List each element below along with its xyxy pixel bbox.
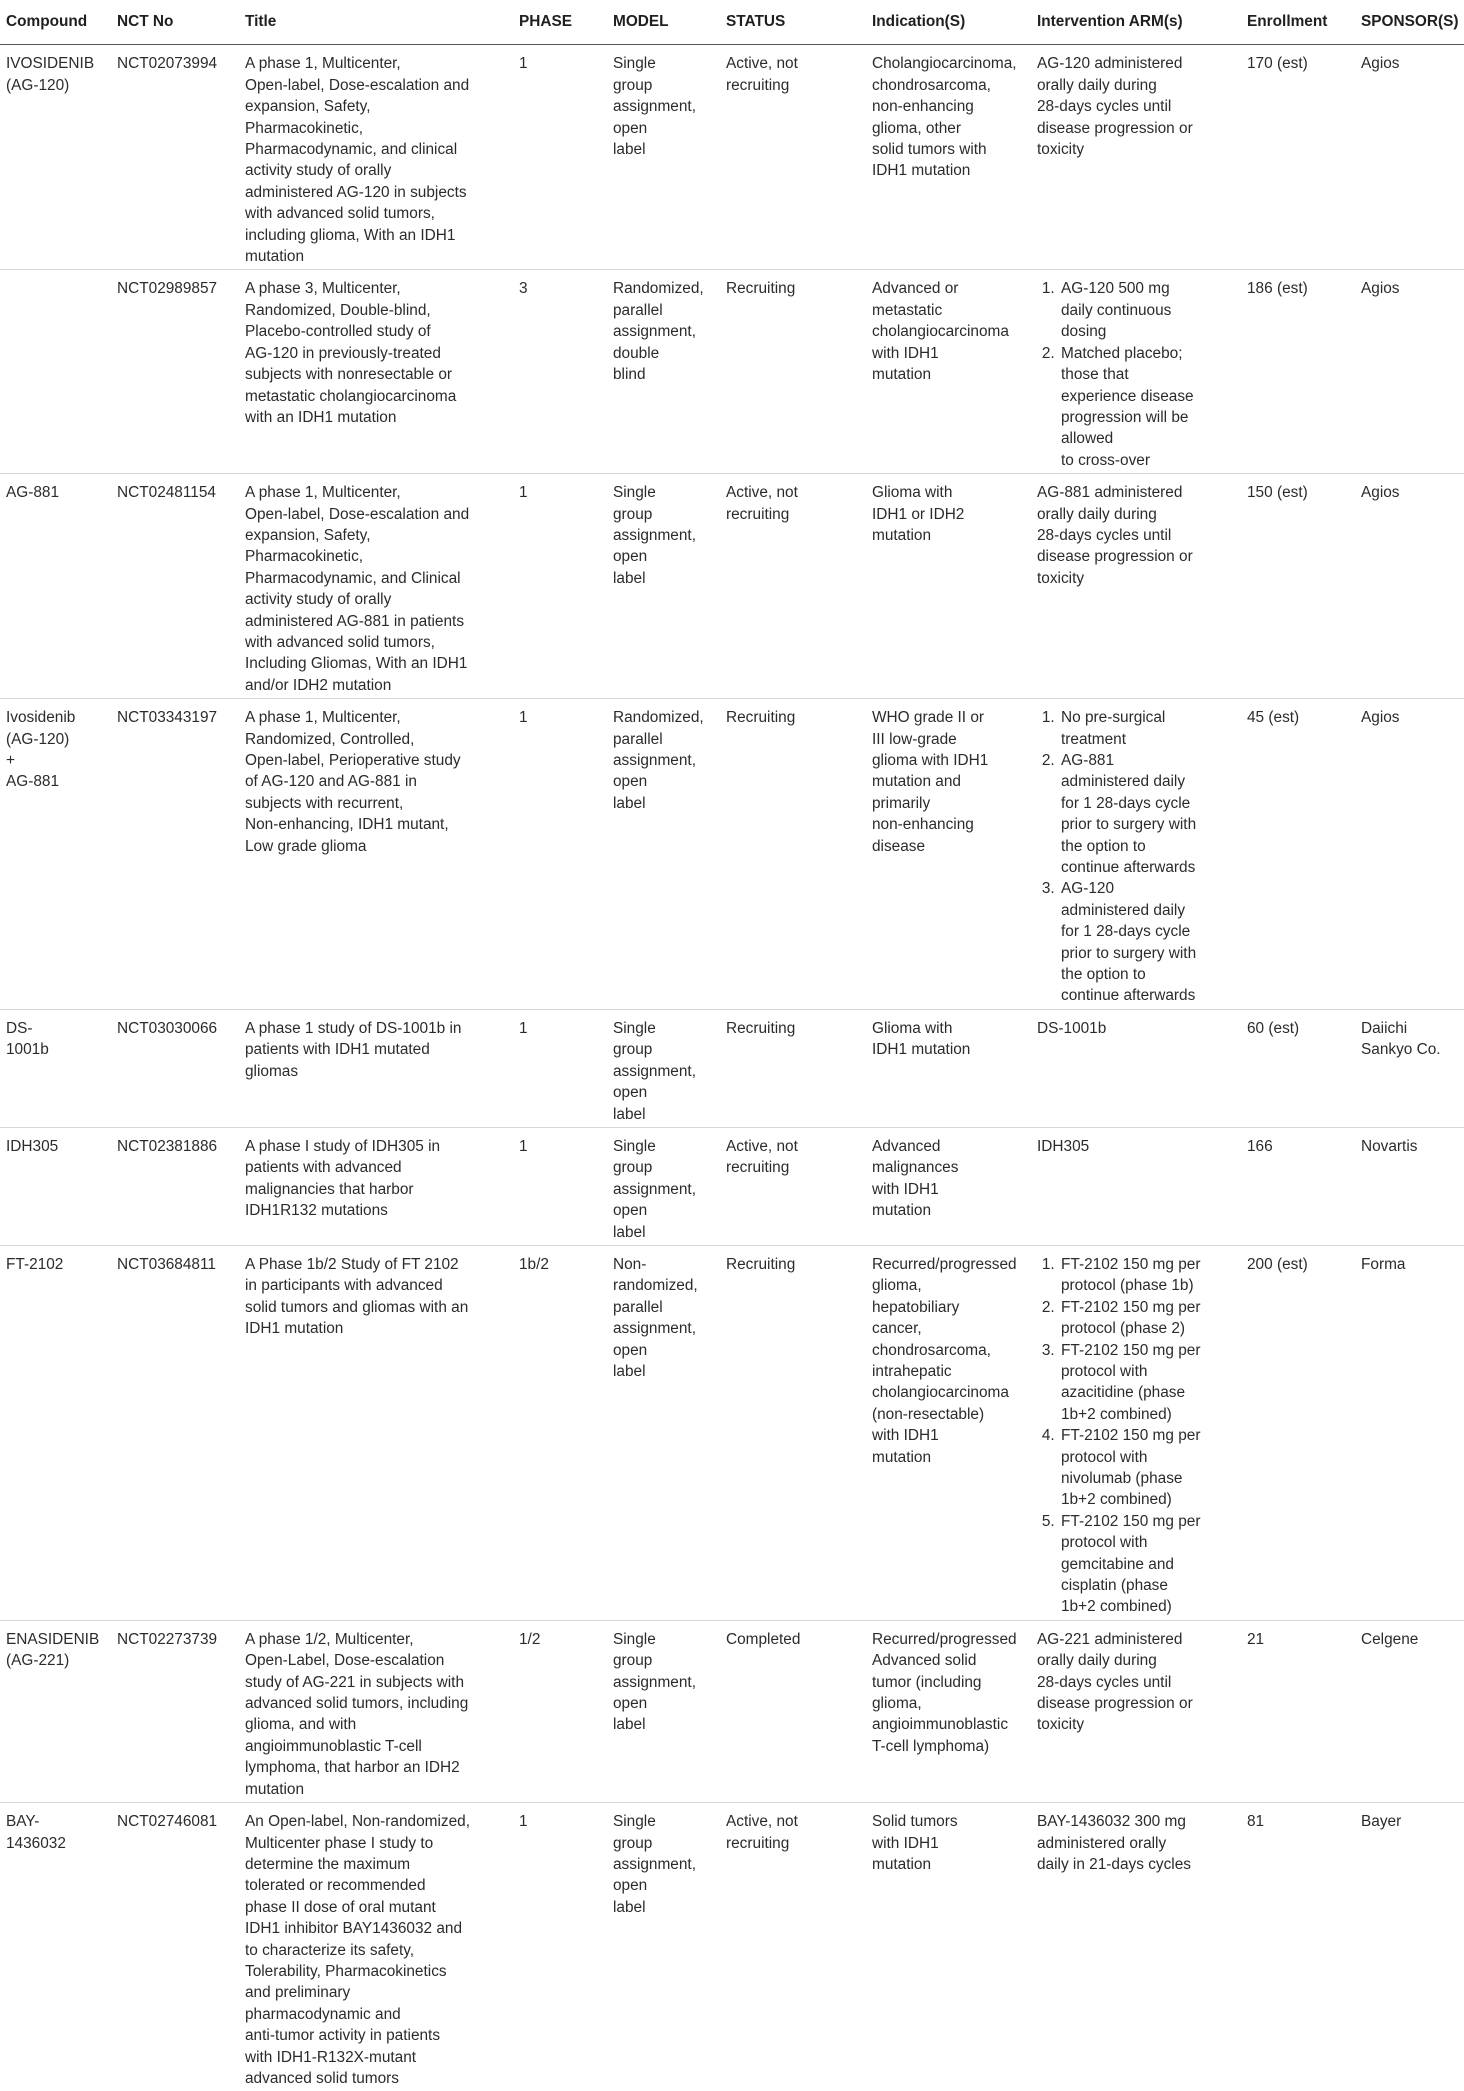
compound-cell	[0, 1245, 111, 1620]
model-text: Single group assignment, open label	[613, 1019, 696, 1123]
title-text: A Phase 1b/2 Study of FT 2102 in participants with advanced solid tumors and gliomas with an IDH1 mutation	[245, 1255, 469, 1338]
model-cell	[607, 1009, 720, 1127]
compound-text: DS- 1001b	[6, 1019, 49, 1059]
sponsor-text: Agios	[1361, 484, 1400, 502]
sponsor-cell	[1355, 45, 1464, 270]
model-cell	[607, 474, 720, 699]
model-text: Single group assignment, open label	[613, 55, 696, 159]
enrollment-text: 21	[1247, 1630, 1265, 1648]
enrollment-text: 81	[1247, 1813, 1265, 1831]
intervention-cell	[1031, 270, 1241, 474]
indication-cell	[866, 1803, 1031, 2091]
enrollment-cell	[1241, 270, 1355, 474]
title-text: An Open-label, Non-randomized, Multicenter phase I study to determine the maximum tolerated or recommended phase II dose of oral mutant IDH1 inhibitor BAY1436032 and to characterize its safety, Tolerability, Pharmacokinetics and preliminary pharmacodynamic and anti-tumor activity in patients with IDH1-R132X-mutant advanced solid tumors	[245, 1813, 470, 2087]
header-model: MODEL	[607, 0, 720, 45]
header-title: Title	[239, 0, 513, 45]
status-text: Active, not recruiting	[726, 484, 798, 523]
intervention-cell	[1031, 1803, 1241, 2091]
intervention-item: 1. FT-2102 150 mg per protocol (phase 1b)	[1059, 1254, 1235, 1297]
status-cell	[720, 1127, 866, 1245]
title-text: A phase 1 study of DS-1001b in patients with IDH1 mutated gliomas	[245, 1019, 462, 1080]
nct-text: NCT02381886	[117, 1137, 218, 1155]
status-text: Completed	[726, 1630, 801, 1648]
phase-cell	[513, 474, 607, 699]
model-cell	[607, 1245, 720, 1620]
header-intervention: Intervention ARM(s)	[1031, 0, 1241, 45]
nct-text: NCT02746081	[117, 1813, 218, 1831]
sponsor-cell	[1355, 699, 1464, 1010]
sponsor-cell	[1355, 1009, 1464, 1127]
title-cell	[239, 1803, 513, 2091]
nct-text: NCT03030066	[117, 1019, 218, 1037]
status-text: Active, not recruiting	[726, 55, 798, 94]
phase-cell	[513, 1009, 607, 1127]
phase-text: 1	[519, 709, 528, 727]
sponsor-cell	[1355, 474, 1464, 699]
intervention-cell	[1031, 1127, 1241, 1245]
table-body	[0, 45, 1464, 2091]
intervention-item: 2. AG-881 administered daily for 1 28-days cycle prior to surgery with the option to continue afterwards	[1059, 750, 1235, 878]
intervention-text: AG-120 administered orally daily during 28-days cycles until disease progression or toxicity	[1037, 55, 1193, 159]
sponsor-text: Celgene	[1361, 1630, 1419, 1648]
indication-text: Recurred/progressed glioma, hepatobiliary cancer, chondrosarcoma, intrahepatic cholangiocarcinoma (non-resectable) with IDH1 mutation	[872, 1255, 1017, 1466]
nct-cell	[111, 1620, 239, 1802]
compound-text: BAY- 1436032	[6, 1813, 66, 1852]
table-row	[0, 474, 1464, 699]
model-cell	[607, 45, 720, 270]
intervention-list	[1037, 1254, 1235, 1618]
title-cell	[239, 45, 513, 270]
enrollment-cell	[1241, 1803, 1355, 2091]
model-text: Non- randomized, parallel assignment, open label	[613, 1255, 698, 1380]
intervention-item: 3. FT-2102 150 mg per protocol with azacitidine (phase 1b+2 combined)	[1059, 1340, 1235, 1426]
indication-cell	[866, 1620, 1031, 1802]
nct-cell	[111, 1245, 239, 1620]
enrollment-cell	[1241, 1127, 1355, 1245]
indication-cell	[866, 474, 1031, 699]
intervention-list	[1037, 278, 1235, 471]
phase-cell	[513, 1620, 607, 1802]
title-text: A phase I study of IDH305 in patients with advanced malignancies that harbor IDH1R132 mutations	[245, 1137, 441, 1220]
header-indication: Indication(S)	[866, 0, 1031, 45]
enrollment-text: 170 (est)	[1247, 55, 1308, 73]
phase-text: 1	[519, 1137, 528, 1155]
status-text: Recruiting	[726, 1255, 796, 1273]
title-text: A phase 1, Multicenter, Open-label, Dose-escalation and expansion, Safety, Pharmacokinetic, Pharmacodynamic, and clinical activity study of orally administered AG-120 in subjects with advanced solid tumors, including glioma, With an IDH1 mutation	[245, 55, 470, 266]
enrollment-cell	[1241, 1009, 1355, 1127]
compound-text: Ivosidenib (AG-120) + AG-881	[6, 709, 76, 791]
nct-cell	[111, 1127, 239, 1245]
model-text: Single group assignment, open label	[613, 1813, 696, 1916]
model-text: Single group assignment, open label	[613, 1137, 696, 1241]
nct-cell	[111, 270, 239, 474]
intervention-item: 5. FT-2102 150 mg per protocol with gemcitabine and cisplatin (phase 1b+2 combined)	[1059, 1511, 1235, 1618]
intervention-cell	[1031, 1620, 1241, 1802]
compound-cell	[0, 1620, 111, 1802]
intervention-text: AG-881 administered orally daily during 28-days cycles until disease progression or toxicity	[1037, 484, 1193, 587]
compound-cell	[0, 699, 111, 1010]
intervention-cell	[1031, 1009, 1241, 1127]
indication-text: Recurred/progressed Advanced solid tumor (including glioma, angioimmunoblastic T-cell lymphoma)	[872, 1630, 1017, 1755]
phase-text: 1/2	[519, 1630, 541, 1648]
model-text: Randomized, parallel assignment, double blind	[613, 280, 704, 384]
title-cell	[239, 1245, 513, 1620]
compound-cell	[0, 1127, 111, 1245]
nct-text: NCT02073994	[117, 55, 218, 73]
indication-text: Cholangiocarcinoma, chondrosarcoma, non-enhancing glioma, other solid tumors with IDH1 mutation	[872, 55, 1017, 180]
phase-text: 1	[519, 55, 528, 73]
enrollment-text: 166	[1247, 1137, 1273, 1155]
status-text: Active, not recruiting	[726, 1813, 798, 1852]
title-text: A phase 1/2, Multicenter, Open-Label, Dose-escalation study of AG-221 in subjects with advanced solid tumors, including glioma, and with angioimmunoblastic T-cell lymphoma, that harbor an IDH2 mutation	[245, 1630, 469, 1798]
indication-text: Glioma with IDH1 mutation	[872, 1019, 971, 1059]
model-cell	[607, 1127, 720, 1245]
header-phase: PHASE	[513, 0, 607, 45]
nct-text: NCT03684811	[117, 1255, 216, 1273]
sponsor-text: Agios	[1361, 709, 1400, 727]
compound-cell	[0, 474, 111, 699]
phase-cell	[513, 270, 607, 474]
model-text: Single group assignment, open label	[613, 484, 696, 587]
phase-cell	[513, 699, 607, 1010]
phase-text: 1	[519, 1813, 528, 1831]
title-cell	[239, 1009, 513, 1127]
title-cell	[239, 474, 513, 699]
enrollment-text: 60 (est)	[1247, 1019, 1300, 1037]
model-text: Randomized, parallel assignment, open label	[613, 709, 704, 812]
phase-text: 1b/2	[519, 1255, 549, 1273]
intervention-cell	[1031, 699, 1241, 1010]
compound-cell	[0, 1803, 111, 2091]
intervention-text: AG-221 administered orally daily during 28-days cycles until disease progression or toxicity	[1037, 1630, 1193, 1734]
header-compound: Compound	[0, 0, 111, 45]
enrollment-cell	[1241, 1620, 1355, 1802]
indication-cell	[866, 1245, 1031, 1620]
intervention-list	[1037, 707, 1235, 1007]
enrollment-text: 200 (est)	[1247, 1255, 1308, 1273]
intervention-cell	[1031, 1245, 1241, 1620]
status-cell	[720, 1009, 866, 1127]
indication-text: Solid tumors with IDH1 mutation	[872, 1813, 958, 1873]
phase-text: 1	[519, 1019, 528, 1037]
nct-cell	[111, 699, 239, 1010]
model-cell	[607, 699, 720, 1010]
model-cell	[607, 1620, 720, 1802]
indication-text: Glioma with IDH1 or IDH2 mutation	[872, 484, 965, 544]
enrollment-cell	[1241, 1245, 1355, 1620]
table-row	[0, 1803, 1464, 2091]
indication-cell	[866, 270, 1031, 474]
status-text: Recruiting	[726, 1019, 796, 1037]
indication-cell	[866, 45, 1031, 270]
sponsor-text: Bayer	[1361, 1813, 1402, 1831]
sponsor-cell	[1355, 270, 1464, 474]
intervention-text: BAY-1436032 300 mg administered orally daily in 21-days cycles	[1037, 1813, 1191, 1873]
sponsor-text: Agios	[1361, 280, 1400, 298]
status-cell	[720, 1245, 866, 1620]
model-text: Single group assignment, open label	[613, 1630, 696, 1734]
compound-text: FT-2102	[6, 1255, 64, 1273]
sponsor-text: Novartis	[1361, 1137, 1418, 1155]
model-cell	[607, 1803, 720, 2091]
title-cell	[239, 270, 513, 474]
sponsor-cell	[1355, 1127, 1464, 1245]
intervention-text: IDH305	[1037, 1137, 1090, 1155]
compound-cell	[0, 270, 111, 474]
intervention-cell	[1031, 474, 1241, 699]
title-text: A phase 1, Multicenter, Randomized, Controlled, Open-label, Perioperative study of AG-120 and AG-881 in subjects with recurrent, Non-enhancing, IDH1 mutant, Low grade glioma	[245, 709, 461, 855]
nct-text: NCT02989857	[117, 280, 218, 298]
compound-cell	[0, 1009, 111, 1127]
sponsor-text: Agios	[1361, 55, 1400, 73]
enrollment-cell	[1241, 699, 1355, 1010]
title-cell	[239, 1127, 513, 1245]
table-row	[0, 1009, 1464, 1127]
status-text: Active, not recruiting	[726, 1137, 798, 1177]
indication-text: Advanced malignances with IDH1 mutation	[872, 1137, 959, 1220]
table-row	[0, 270, 1464, 474]
intervention-text: DS-1001b	[1037, 1019, 1107, 1037]
intervention-item: 2. FT-2102 150 mg per protocol (phase 2)	[1059, 1297, 1235, 1340]
intervention-item: 3. AG-120 administered daily for 1 28-days cycle prior to surgery with the option to continue afterwards	[1059, 878, 1235, 1006]
status-cell	[720, 1620, 866, 1802]
table-row	[0, 1127, 1464, 1245]
sponsor-text: Daiichi Sankyo Co.	[1361, 1019, 1441, 1059]
intervention-cell	[1031, 45, 1241, 270]
indication-cell	[866, 1127, 1031, 1245]
sponsor-text: Forma	[1361, 1255, 1406, 1273]
compound-text: AG-881	[6, 484, 60, 502]
phase-cell	[513, 1245, 607, 1620]
enrollment-text: 150 (est)	[1247, 484, 1308, 502]
sponsor-cell	[1355, 1620, 1464, 1802]
phase-text: 1	[519, 484, 528, 502]
nct-text: NCT03343197	[117, 709, 218, 727]
status-cell	[720, 699, 866, 1010]
compound-cell	[0, 45, 111, 270]
table-row	[0, 1245, 1464, 1620]
title-text: A phase 1, Multicenter, Open-label, Dose-escalation and expansion, Safety, Pharmacokinetic, Pharmacodynamic, and Clinical activity study of orally administered AG-881 in patients with advanced solid tumors, Including Gliomas, With an IDH1 and/or IDH2 mutation	[245, 484, 470, 694]
phase-cell	[513, 45, 607, 270]
model-cell	[607, 270, 720, 474]
header-nct-no: NCT No	[111, 0, 239, 45]
status-text: Recruiting	[726, 280, 796, 298]
nct-cell	[111, 474, 239, 699]
status-cell	[720, 270, 866, 474]
sponsor-cell	[1355, 1803, 1464, 2091]
table-row	[0, 699, 1464, 1010]
enrollment-text: 45 (est)	[1247, 709, 1300, 727]
status-cell	[720, 1803, 866, 2091]
status-text: Recruiting	[726, 709, 796, 727]
enrollment-text: 186 (est)	[1247, 280, 1308, 298]
nct-cell	[111, 1009, 239, 1127]
intervention-item: 1. AG-120 500 mg daily continuous dosing	[1059, 278, 1235, 342]
indication-text: WHO grade II or III low-grade glioma with IDH1 mutation and primarily non-enhancing disease	[872, 709, 989, 855]
phase-text: 3	[519, 280, 528, 298]
indication-cell	[866, 699, 1031, 1010]
title-text: A phase 3, Multicenter, Randomized, Double-blind, Placebo-controlled study of AG-120 in previously-treated subjects with nonresectable or metastatic cholangiocarcinoma with an IDH1 mutation	[245, 280, 457, 426]
compound-text: ENASIDENIB (AG-221)	[6, 1630, 100, 1670]
indication-text: Advanced or metastatic cholangiocarcinoma with IDH1 mutation	[872, 280, 1009, 384]
title-cell	[239, 699, 513, 1010]
nct-text: NCT02273739	[117, 1630, 218, 1648]
intervention-item: 4. FT-2102 150 mg per protocol with nivolumab (phase 1b+2 combined)	[1059, 1425, 1235, 1511]
compound-text: IDH305	[6, 1137, 59, 1155]
intervention-item: 1. No pre-surgical treatment	[1059, 707, 1235, 750]
compound-text: IVOSIDENIB (AG-120)	[6, 55, 95, 94]
header-enrollment: Enrollment	[1241, 0, 1355, 45]
header-sponsor: SPONSOR(S)	[1355, 0, 1464, 45]
nct-cell	[111, 1803, 239, 2091]
indication-cell	[866, 1009, 1031, 1127]
header-row	[0, 0, 1464, 45]
status-cell	[720, 45, 866, 270]
enrollment-cell	[1241, 45, 1355, 270]
nct-text: NCT02481154	[117, 484, 216, 502]
nct-cell	[111, 45, 239, 270]
table-row	[0, 1620, 1464, 1802]
header-status: STATUS	[720, 0, 866, 45]
status-cell	[720, 474, 866, 699]
phase-cell	[513, 1803, 607, 2091]
table-row	[0, 45, 1464, 270]
sponsor-cell	[1355, 1245, 1464, 1620]
phase-cell	[513, 1127, 607, 1245]
title-cell	[239, 1620, 513, 1802]
intervention-item: 2. Matched placebo; those that experience disease progression will be allowed to cross-over	[1059, 343, 1235, 471]
enrollment-cell	[1241, 474, 1355, 699]
